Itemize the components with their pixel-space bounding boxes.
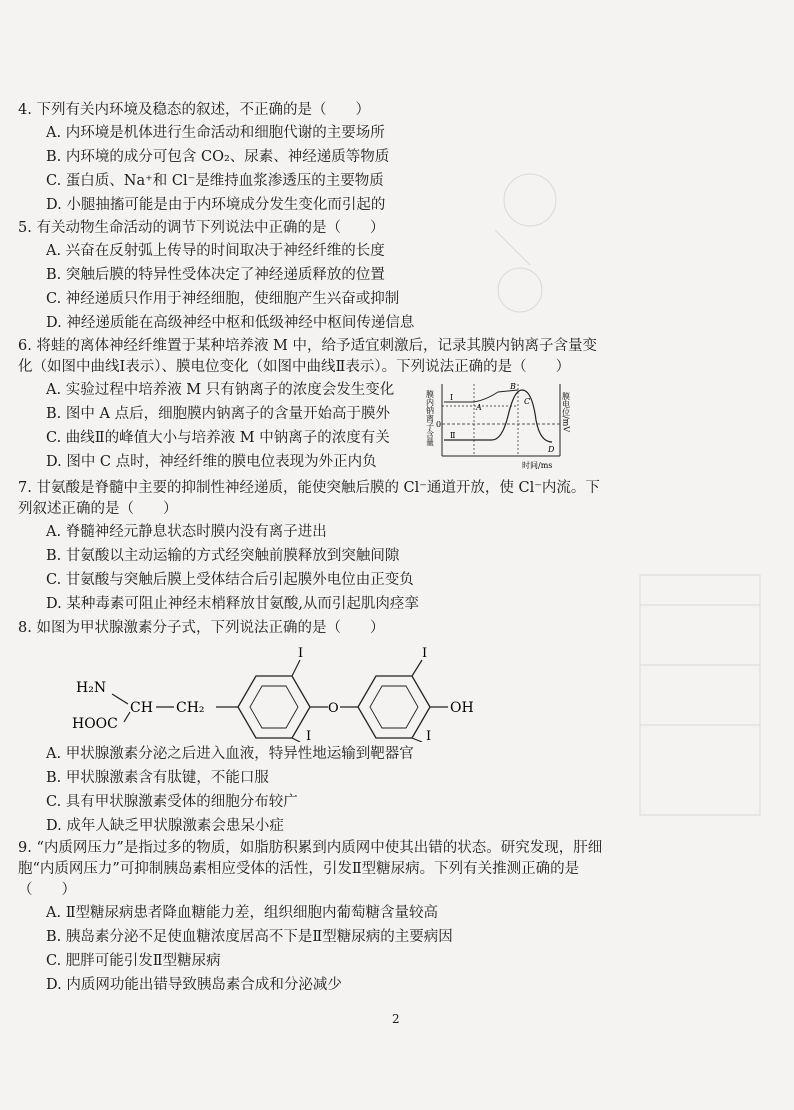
bond	[292, 660, 300, 676]
graph-zero-label: 0	[436, 420, 442, 429]
option-b: B. 甲状腺激素含有肽键，不能口服	[46, 770, 269, 786]
benzene-ring-1-inner	[250, 686, 298, 728]
option-a: A. Ⅱ型糖尿病患者降血糖能力差，组织细胞内葡萄糖含量较高	[46, 905, 439, 921]
question-5	[18, 218, 578, 335]
option-d: D. 神经递质能在高级神经中枢和低级神经中枢间传递信息	[46, 315, 415, 331]
iodine-label-1: I	[298, 646, 304, 661]
question-8-options	[18, 742, 578, 838]
option-d: D. 内质网功能出错导致胰岛素合成和分泌减少	[46, 977, 342, 993]
curve-2	[444, 390, 552, 442]
graph-ylabel-right: 膜电位/mV	[561, 392, 571, 433]
question-4	[18, 100, 578, 217]
iodine-label-3: I	[422, 646, 428, 661]
option-c: C. 神经递质只作用于神经细胞，使细胞产生兴奋或抑制	[46, 291, 400, 307]
sodium-potential-graph	[422, 380, 582, 472]
iodine-label-4: I	[426, 729, 432, 742]
option-c: C. 曲线Ⅱ的峰值大小与培养液 M 中钠离子的浓度有关	[46, 430, 390, 446]
graph-ylabel-left: 膜内钠离子含量	[425, 390, 435, 446]
question-stem-line-1: 6. 将蛙的离体神经纤维置于某种培养液 M 中，给予适宜刺激后，记录其膜内钠离子含量变	[18, 338, 598, 354]
question-stem: 8. 如图为甲状腺激素分子式，下列说法正确的是（ ）	[18, 620, 385, 636]
question-stem-line-1: 9. “内质网压力”是指过多的物质，如脂肪积累到内质网中使其出错的状态。研究发现，肝细	[18, 840, 603, 856]
graph-xlabel: 时间/ms	[522, 461, 553, 470]
option-a: A. 实验过程中培养液 M 只有钠离子的浓度会发生变化	[46, 382, 395, 398]
question-stem: 4. 下列有关内环境及稳态的叙述，不正确的是（ ）	[18, 102, 370, 118]
question-stem-line-1: 7. 甘氨酸是脊髓中主要的抑制性神经递质，能使突触后膜的 Cl⁻通道开放，使 Cl⁻内流。下	[18, 480, 600, 496]
question-9	[18, 838, 628, 997]
oh-label: OH	[450, 700, 474, 716]
option-c: C. 甘氨酸与突触后膜上受体结合后引起膜外电位由正变负	[46, 572, 414, 588]
ch-label: CH	[130, 700, 153, 716]
curve-2-label: Ⅱ	[450, 431, 456, 440]
option-b: B. 内环境的成分可包含 CO₂、尿素、神经递质等物质	[46, 149, 390, 165]
bond	[112, 694, 128, 704]
option-a: A. 兴奋在反射弧上传导的时间取决于神经纤维的长度	[46, 243, 385, 259]
thyroxine-structure	[70, 642, 500, 742]
benzene-ring-1	[238, 676, 310, 738]
ch2-label: CH₂	[176, 700, 205, 716]
option-d: D. 某种毒素可阻止神经末梢释放甘氨酸,从而引起肌肉痉挛	[46, 596, 419, 612]
option-d: D. 小腿抽搐可能是由于内环境成分发生变化而引起的	[46, 197, 386, 213]
point-a: A	[476, 403, 482, 412]
curve-1	[444, 390, 518, 402]
question-8-stem	[18, 618, 578, 639]
bond	[412, 660, 422, 676]
option-b: B. 甘氨酸以主动运输的方式经突触前膜释放到突触间隙	[46, 548, 400, 564]
option-d: D. 图中 C 点时，神经纤维的膜电位表现为外正内负	[46, 454, 377, 470]
option-a: A. 甲状腺激素分泌之后进入血液，特异性地运输到靶器官	[46, 746, 414, 762]
iodine-label-2: I	[306, 729, 312, 742]
benzene-ring-2-inner	[370, 686, 418, 728]
question-7	[18, 478, 628, 616]
question-stem-line-2: 胞“内质网压力”可抑制胰岛素相应受体的活性，引发Ⅱ型糖尿病。下列有关推测正确的是	[18, 861, 580, 877]
option-b: B. 突触后膜的特异性受体决定了神经递质释放的位置	[46, 267, 385, 283]
option-a: A. 脊髓神经元静息状态时膜内没有离子进出	[46, 524, 327, 540]
option-a: A. 内环境是机体进行生命活动和细胞代谢的主要场所	[46, 125, 385, 141]
option-b: B. 胰岛素分泌不足使血糖浓度居高不下是Ⅱ型糖尿病的主要病因	[46, 929, 453, 945]
oxygen-label: O	[328, 701, 339, 716]
benzene-ring-2	[358, 676, 430, 738]
option-d: D. 成年人缺乏甲状腺激素会患呆小症	[46, 818, 284, 834]
option-b: B. 图中 A 点后，细胞膜内钠离子的含量开始高于膜外	[46, 406, 391, 422]
option-c: C. 具有甲状腺激素受体的细胞分布较广	[46, 794, 298, 810]
option-c: C. 肥胖可能引发Ⅱ型糖尿病	[46, 953, 221, 969]
page-number: 2	[392, 1012, 400, 1026]
point-d: D	[548, 445, 555, 454]
point-c: C	[524, 397, 531, 406]
point-b: B	[510, 382, 516, 391]
h2n-label: H₂N	[76, 680, 107, 696]
curve-1-label: Ⅰ	[450, 393, 454, 402]
question-stem-line-2: 化（如图中曲线Ⅰ表示）、膜电位变化（如图中曲线Ⅱ表示）。下列说法正确的是（ ）	[18, 359, 571, 375]
cooh-label: HOOC	[72, 716, 118, 732]
question-stem-line-2: 列叙述正确的是（ ）	[18, 501, 178, 517]
option-c: C. 蛋白质、Na⁺和 Cl⁻是维持血浆渗透压的主要物质	[46, 173, 384, 189]
question-stem-line-3: （ ）	[18, 882, 76, 898]
question-stem: 5. 有关动物生命活动的调节下列说法中正确的是（ ）	[18, 220, 385, 236]
